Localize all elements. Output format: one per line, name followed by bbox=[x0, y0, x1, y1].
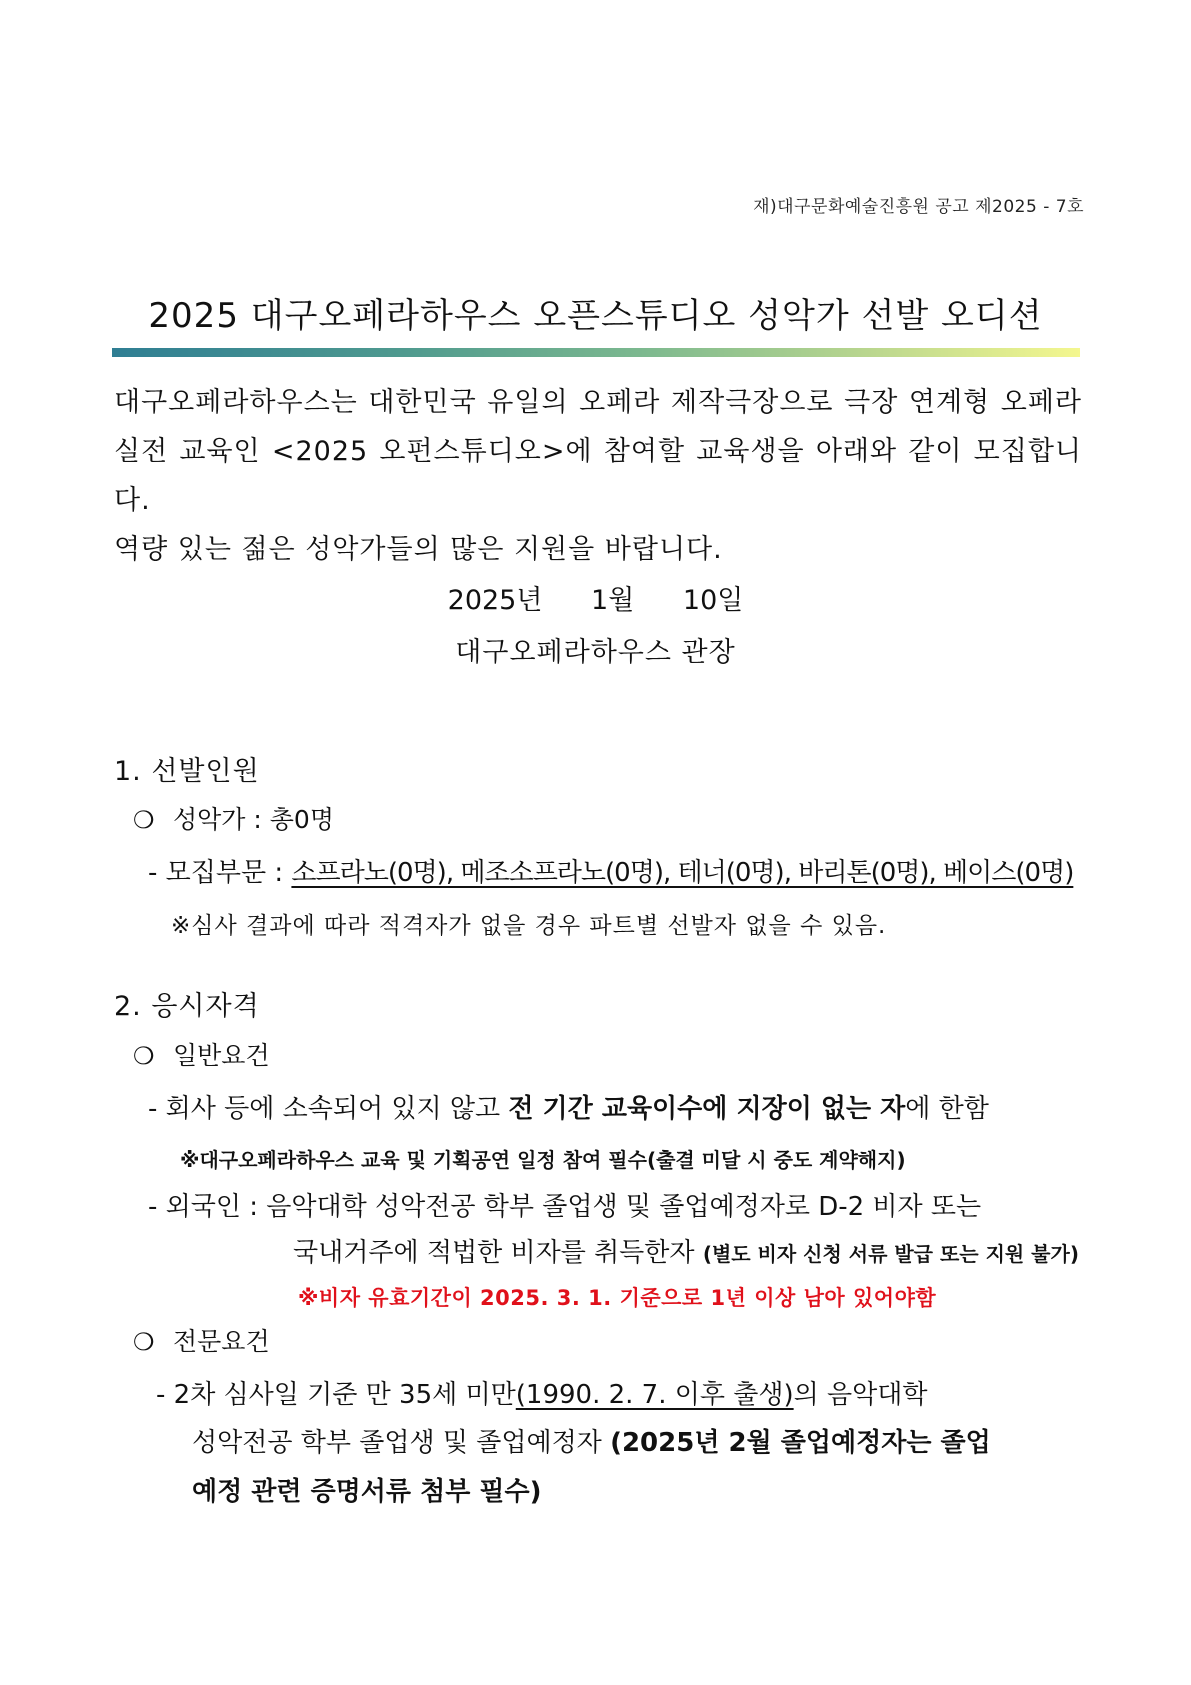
general-note: ※대구오페라하우스 교육 및 기획공연 일정 참여 필수(출결 미달 시 중도 계약해지) bbox=[180, 1148, 906, 1172]
document-title: 2025 대구오페라하우스 오픈스튜디오 성악가 선발 오디션 bbox=[148, 296, 1043, 336]
professional-line-2 bbox=[192, 1422, 991, 1459]
section-1-item bbox=[133, 800, 334, 836]
general-line-1-suffix: 에 한함 bbox=[905, 1094, 989, 1124]
circle-bullet-icon: ❍ bbox=[133, 1042, 155, 1070]
date-day: 10일 bbox=[682, 585, 744, 616]
professional-line-1 bbox=[156, 1374, 927, 1411]
professional-line-2-bold: (2025년 2월 졸업예정자는 졸업 bbox=[610, 1428, 991, 1458]
foreign-prefix: - 외국인 : bbox=[148, 1192, 267, 1222]
professional-requirements-label: 전문요건 bbox=[173, 1327, 270, 1356]
intro-paragraph bbox=[114, 378, 1082, 574]
intro-line-3: 역량 있는 젊은 성악가들의 많은 지원을 바랍니다. bbox=[114, 534, 723, 565]
professional-line-3: 예정 관련 증명서류 첨부 필수) bbox=[192, 1477, 542, 1507]
section-1-note: ※심사 결과에 따라 적격자가 없을 경우 파트별 선발자 없을 수 있음. bbox=[171, 913, 887, 939]
professional-requirements bbox=[133, 1322, 270, 1358]
foreign-line-2-text: 국내거주에 적법한 비자를 취득한자 bbox=[293, 1238, 703, 1268]
birth-date-condition: (1990. 2. 7. 이후 출생) bbox=[515, 1380, 794, 1410]
date-year: 2025년 bbox=[447, 585, 543, 616]
foreign-line-1 bbox=[148, 1186, 981, 1223]
intro-line-1: 대구오페라하우스는 대한민국 유일의 오페라 제작극장으로 극장 연계형 오페라 bbox=[114, 387, 1082, 418]
circle-bullet-icon: ❍ bbox=[133, 1328, 155, 1356]
recruit-parts-label: - 모집부문 : bbox=[148, 858, 292, 888]
issuer-name: 대구오페라하우스 관장 bbox=[455, 637, 736, 668]
notice-number: 재)대구문화예술진흥원 공고 제2025 - 7호 bbox=[753, 197, 1084, 217]
recruit-parts-value: 소프라노(0명), 메조소프라노(0명), 테너(0명), 바리톤(0명), 베이스(0명) bbox=[291, 858, 1074, 888]
foreign-line-2-note: (별도 비자 신청 서류 발급 또는 지원 불가) bbox=[702, 1242, 1079, 1266]
professional-line-1-prefix: - 2차 심사일 기준 만 35세 미만 bbox=[156, 1380, 516, 1410]
date-month: 1월 bbox=[591, 585, 635, 616]
circle-bullet-icon: ❍ bbox=[133, 806, 155, 834]
announcement-date bbox=[0, 578, 1191, 617]
general-line-1-bold: 전 기간 교육이수에 지장이 없는 자 bbox=[508, 1094, 906, 1124]
general-requirements-label: 일반요건 bbox=[173, 1041, 270, 1070]
recruit-parts-line bbox=[148, 852, 1073, 889]
section-2-heading: 2. 응시자격 bbox=[114, 991, 260, 1022]
intro-line-2: 실전 교육인 <2025 오펀스튜디오>에 참여할 교육생을 아래와 같이 모집합니다. bbox=[114, 436, 1082, 516]
general-line-1 bbox=[148, 1088, 989, 1125]
general-requirements bbox=[133, 1036, 270, 1072]
general-line-1-prefix: - 회사 등에 소속되어 있지 않고 bbox=[148, 1094, 509, 1124]
title-gradient-bar bbox=[112, 348, 1080, 357]
section-1-heading: 1. 선발인원 bbox=[114, 756, 260, 787]
foreign-line-2 bbox=[293, 1232, 1079, 1269]
foreign-line-1-text: 음악대학 성악전공 학부 졸업생 및 졸업예정자로 D-2 비자 또는 bbox=[266, 1192, 982, 1222]
section-1-item-label: 성악가 : 총0명 bbox=[173, 805, 334, 834]
professional-line-2-prefix: 성악전공 학부 졸업생 및 졸업예정자 bbox=[192, 1428, 611, 1458]
visa-validity-warning: ※비자 유효기간이 2025. 3. 1. 기준으로 1년 이상 남아 있어야함 bbox=[298, 1286, 937, 1310]
professional-line-1-suffix: 의 음악대학 bbox=[793, 1380, 928, 1410]
